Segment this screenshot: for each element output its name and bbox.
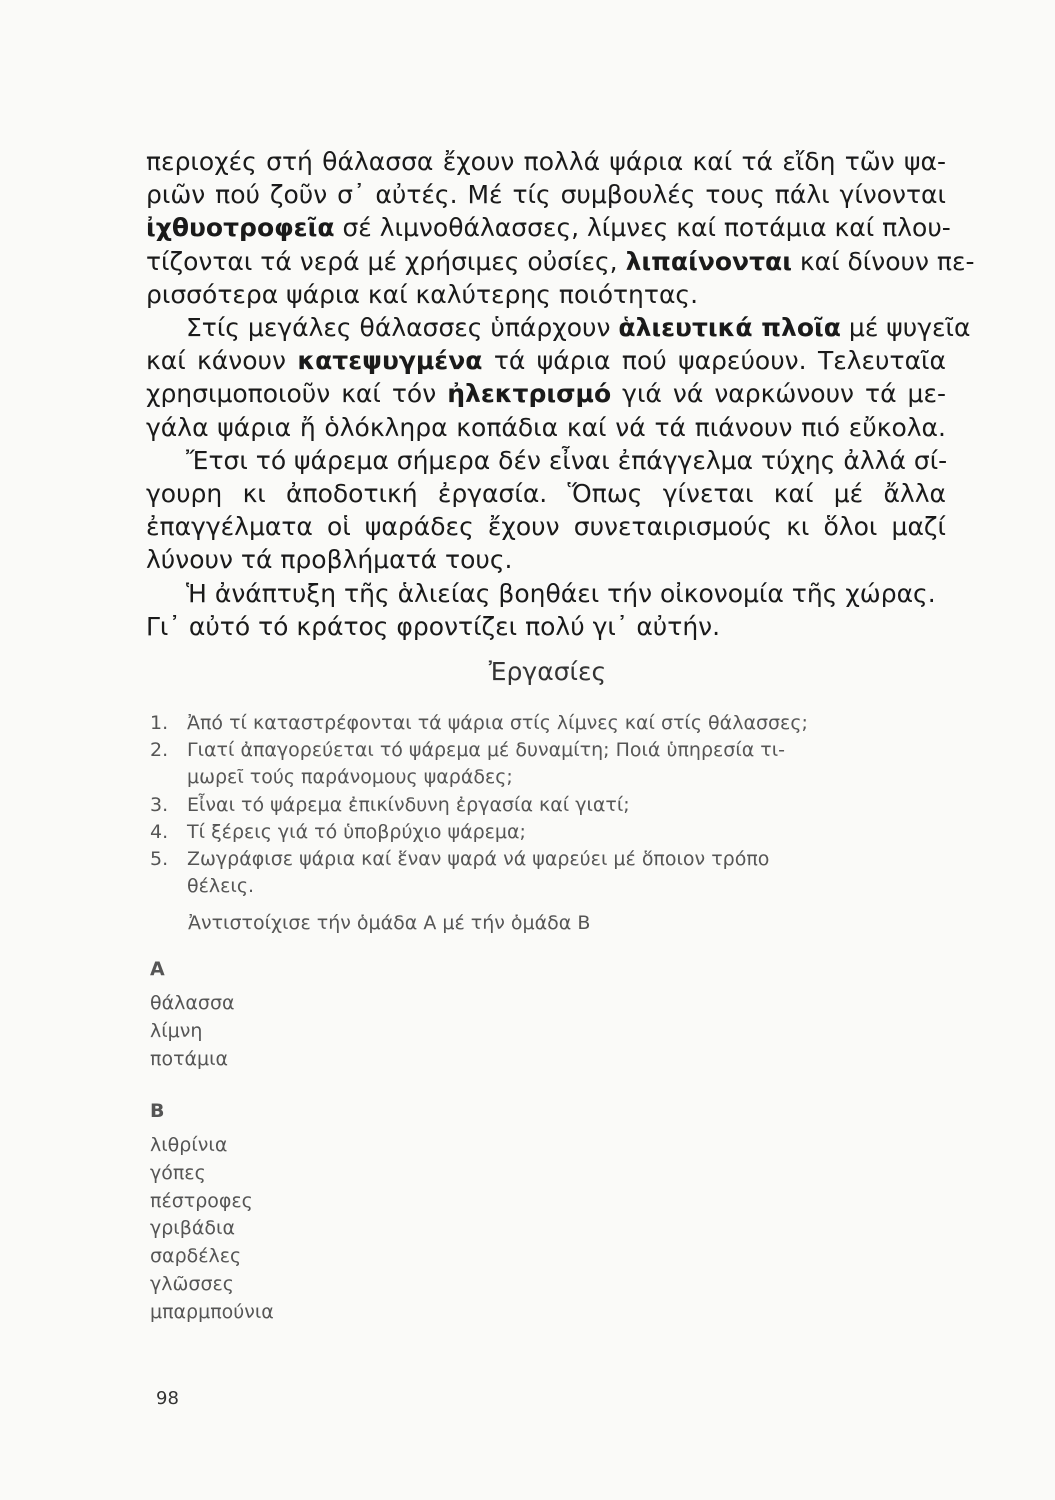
text-line: γάλα ψάρια ἤ ὁλόκληρα κοπάδια καί νά τά πιάνουν πιό εὔκολα.: [146, 412, 946, 442]
task-line: Ζωγράφισε ψάρια καί ἕναν ψαρά νά ψαρεύει μέ ὅποιον τρόπο: [187, 848, 770, 871]
task-list: [150, 710, 910, 900]
task-item: [150, 710, 910, 737]
task-number: 5.: [150, 848, 169, 871]
text-line: Ἡ ἀνάπτυξη τῆς ἁλιείας βοηθάει τήν οἰκονομία τῆς χώρας.: [186, 578, 936, 608]
text-line: καί κάνουν κατεψυγμένα τά ψάρια πού ψαρεύουν. Τελευταῖα: [146, 346, 946, 376]
text-line: Ἔτσι τό ψάρεμα σήμερα δέν εἶναι ἐπάγγελμα τύχης ἀλλά σί-: [186, 445, 948, 475]
task-text: [187, 710, 910, 737]
task-text: [187, 819, 910, 846]
text-line: Στίς μεγάλες θάλασσες ὑπάρχουν ἁλιευτικά πλοῖα μέ ψυγεῖα: [186, 313, 971, 343]
text-line: περιοχές στή θάλασσα ἔχουν πολλά ψάρια καί τά εἴδη τῶν ψα-: [146, 147, 946, 176]
group-a-title: Α: [150, 958, 165, 980]
text-line: χρησιμοποιοῦν καί τόν ἠλεκτρισμό γιά νά ναρκώνουν τά με-: [146, 379, 946, 409]
group-a-item: λίμνη: [150, 1019, 203, 1042]
text-line: λύνουν τά προβλήματά τους.: [146, 545, 513, 575]
bold-term: ἠλεκτρισμό: [447, 379, 612, 409]
task-text: [187, 792, 910, 819]
task-line: Τί ξέρεις γιά τό ὑποβρύχιο ψάρεμα;: [187, 820, 526, 843]
group-b-item: γλῶσσες: [150, 1272, 234, 1295]
group-b-item: λιθρίνια: [150, 1134, 228, 1156]
bold-term: ἰχθυοτροφεῖα: [146, 213, 335, 243]
task-item: [150, 846, 910, 900]
group-a-item: ποτάμια: [150, 1047, 229, 1070]
group-b-item: γριβάδια: [150, 1217, 235, 1240]
text-line: Γι᾽ αὐτό τό κράτος φροντίζει πολύ γι᾽ αὐτήν.: [146, 611, 721, 641]
group-b-item: σαρδέλες: [150, 1245, 242, 1268]
group-b: [150, 1100, 274, 1327]
task-line: Ἀπό τί καταστρέφονται τά ψάρια στίς λίμνες καί στίς θάλασσες;: [187, 712, 808, 734]
task-item: [150, 737, 910, 791]
task-number: 2.: [150, 739, 169, 762]
page-number: 98: [156, 1388, 179, 1409]
task-line: μωρεῖ τούς παράνομους ψαράδες;: [187, 766, 513, 789]
task-text: [187, 846, 910, 900]
group-a: [150, 958, 235, 1073]
group-b-title: Β: [150, 1100, 165, 1122]
text-line: τίζονται τά νερά μέ χρήσιμες οὐσίες, λιπαίνονται καί δίνουν πε-: [146, 246, 975, 276]
task-number: 3.: [150, 793, 169, 816]
match-instruction: Ἀντιστοίχισε τήν ὁμάδα Α μέ τήν ὁμάδα Β: [188, 912, 591, 934]
task-line: Εἶναι τό ψάρεμα ἐπικίνδυνη ἐργασία καί γιατί;: [187, 793, 630, 816]
task-text: [187, 737, 910, 791]
bold-term: κατεψυγμένα: [297, 346, 483, 376]
group-b-item: γόπες: [150, 1161, 206, 1184]
group-a-item: θάλασσα: [150, 992, 235, 1014]
text-line: ἰχθυοτροφεῖα σέ λιμνοθάλασσες, λίμνες καί ποτάμια καί πλου-: [146, 213, 951, 243]
bold-term: ἁλιευτικά πλοῖα: [618, 313, 841, 343]
text-line: ἐπαγγέλματα οἱ ψαράδες ἔχουν συνεταιρισμούς κι ὅλοι μαζί: [146, 512, 946, 542]
group-b-item: πέστροφες: [150, 1189, 253, 1212]
text-line: ρισσότερα ψάρια καί καλύτερης ποιότητας.: [146, 279, 699, 309]
text-line: ριῶν πού ζοῦν σ᾽ αὐτές. Μέ τίς συμβουλές τους πάλι γίνονται: [146, 180, 946, 210]
task-number: 1.: [150, 712, 169, 734]
main-text: [146, 145, 975, 643]
task-item: [150, 819, 910, 846]
bold-term: λιπαίνονται: [625, 246, 792, 276]
task-item: [150, 792, 910, 819]
task-line: θέλεις.: [187, 875, 255, 898]
task-line: Γιατί ἀπαγορεύεται τό ψάρεμα μέ δυναμίτη; Ποιά ὑπηρεσία τι-: [187, 739, 786, 762]
exercises-heading: Ἐργασίες: [488, 657, 607, 686]
text-line: γουρη κι ἀποδοτική ἐργασία. Ὅπως γίνεται καί μέ ἄλλα: [146, 479, 946, 509]
task-number: 4.: [150, 820, 169, 843]
group-b-item: μπαρμπούνια: [150, 1300, 274, 1323]
